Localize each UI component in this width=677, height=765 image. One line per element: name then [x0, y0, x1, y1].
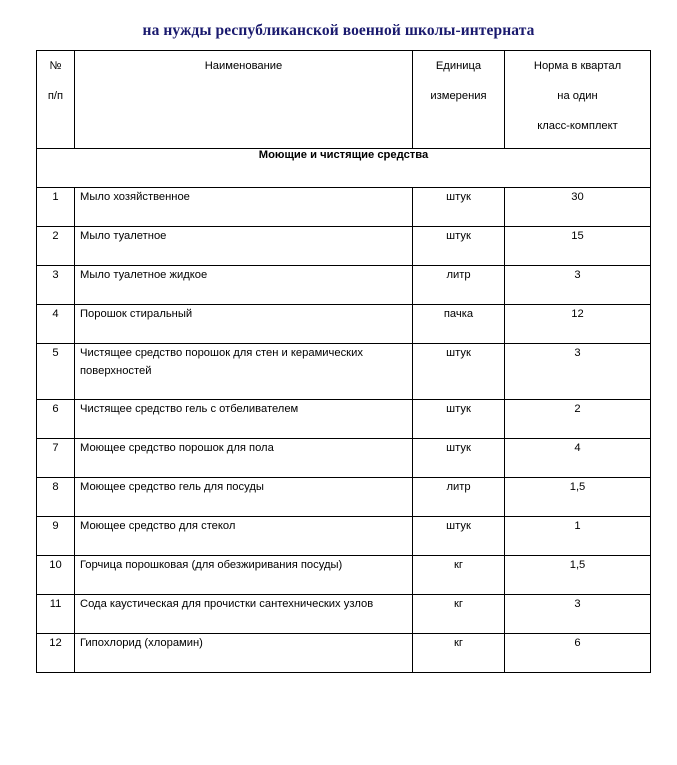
row-name: Моющее средство гель для посуды [75, 478, 413, 517]
row-norm: 2 [505, 400, 651, 439]
row-unit: штук [413, 439, 505, 478]
row-unit: штук [413, 517, 505, 556]
row-name: Сода каустическая для прочистки сантехнических узлов [75, 595, 413, 634]
row-unit: литр [413, 266, 505, 305]
table-row [37, 188, 651, 227]
row-number: 4 [37, 305, 75, 344]
row-unit: кг [413, 634, 505, 673]
row-norm: 1,5 [505, 556, 651, 595]
row-norm: 1,5 [505, 478, 651, 517]
row-name: Чистящее средство гель с отбеливателем [75, 400, 413, 439]
row-name: Мыло туалетное [75, 227, 413, 266]
row-norm: 3 [505, 266, 651, 305]
table-row [37, 305, 651, 344]
document-title: на нужды республиканской военной школы-интерната [142, 22, 535, 39]
row-norm: 3 [505, 344, 651, 400]
row-name: Порошок стиральный [75, 305, 413, 344]
header-number-line1: № [49, 60, 62, 72]
row-name: Моющее средство для стекол [75, 517, 413, 556]
row-norm: 30 [505, 188, 651, 227]
section-row [37, 149, 651, 188]
row-norm: 15 [505, 227, 651, 266]
table-row [37, 400, 651, 439]
header-name-label: Наименование [204, 60, 283, 72]
row-name: Моющее средство порошок для пола [75, 439, 413, 478]
row-number: 8 [37, 478, 75, 517]
row-norm: 1 [505, 517, 651, 556]
row-name: Мыло хозяйственное [75, 188, 413, 227]
header-number [37, 51, 75, 149]
table-row [37, 227, 651, 266]
table-row [37, 478, 651, 517]
row-name: Гипохлорид (хлорамин) [75, 634, 413, 673]
row-norm: 12 [505, 305, 651, 344]
table-header-row [37, 51, 651, 149]
header-unit-line2: измерения [430, 90, 487, 102]
row-unit: кг [413, 595, 505, 634]
row-unit: штук [413, 400, 505, 439]
row-norm: 4 [505, 439, 651, 478]
table-row [37, 556, 651, 595]
row-name: Горчица порошковая (для обезжиривания посуды) [75, 556, 413, 595]
row-number: 12 [37, 634, 75, 673]
header-norm-line3: класс-комплект [537, 120, 618, 132]
row-unit: литр [413, 478, 505, 517]
row-number: 6 [37, 400, 75, 439]
header-name [75, 51, 413, 149]
header-norm [505, 51, 651, 149]
row-number: 7 [37, 439, 75, 478]
row-number: 1 [37, 188, 75, 227]
header-unit [413, 51, 505, 149]
table-row [37, 595, 651, 634]
norms-table [36, 50, 651, 673]
row-norm: 3 [505, 595, 651, 634]
row-unit: штук [413, 188, 505, 227]
table-row [37, 344, 651, 400]
row-unit: штук [413, 344, 505, 400]
row-unit: кг [413, 556, 505, 595]
table-row [37, 634, 651, 673]
table-row [37, 439, 651, 478]
row-unit: пачка [413, 305, 505, 344]
row-name: Мыло туалетное жидкое [75, 266, 413, 305]
row-number: 9 [37, 517, 75, 556]
row-number: 2 [37, 227, 75, 266]
section-title: Моющие и чистящие средства [37, 149, 651, 188]
row-number: 11 [37, 595, 75, 634]
row-number: 10 [37, 556, 75, 595]
header-norm-line2: на один [557, 90, 598, 102]
row-number: 5 [37, 344, 75, 400]
row-norm: 6 [505, 634, 651, 673]
table-row [37, 266, 651, 305]
header-unit-line1: Единица [435, 60, 482, 72]
row-name: Чистящее средство порошок для стен и керамических поверхностей [75, 344, 413, 400]
row-number: 3 [37, 266, 75, 305]
table-row [37, 517, 651, 556]
header-norm-line1: Норма в квартал [533, 60, 622, 72]
row-unit: штук [413, 227, 505, 266]
header-number-line2: п/п [47, 90, 64, 102]
